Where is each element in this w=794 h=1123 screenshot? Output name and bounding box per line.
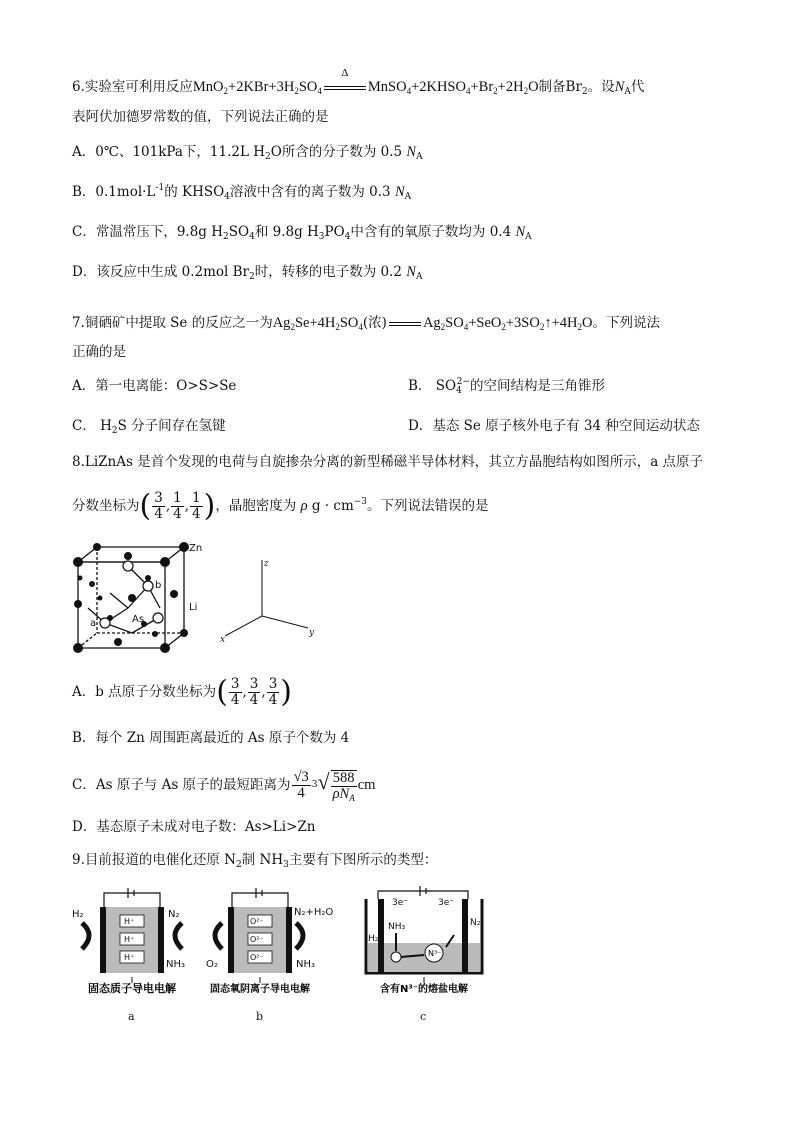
label-b: b — [155, 580, 162, 591]
q7-stem-line2: 正确的是 — [72, 344, 126, 360]
fig-a-h2: H₂ — [72, 909, 84, 920]
q9-stem: 9.目前报道的电催化还原 $N_2$制 $NH_3$主要有下图所示的类型： — [72, 852, 438, 870]
label-zn: Zn — [189, 543, 203, 554]
fig-c-n2: N₂ — [470, 918, 481, 928]
crystal-cell-figure — [70, 538, 330, 662]
q8-option-d: D．基态原子未成对电子数：As>Li>Zn — [72, 819, 316, 835]
q8-stem-line1: 8.LiZnAs 是首个发现的电荷与自旋掺杂分离的新型稀磁半导体材料，其立方晶胞结构如图所示，a 点原子 — [72, 454, 704, 470]
q7-option-c: C． $H_2S$ 分子间存在氢键 — [72, 418, 226, 436]
axis-y-label: y — [309, 628, 315, 638]
label-as: As — [132, 614, 145, 625]
q6-stem-line1: 6.实验室可利用反应$MnO_2+2KBr+3H_2SO_4$ Δ $MnSO_4+2KHSO_4+Br_2+2H_2O$制备$Br_2$。设$N_A$代 — [72, 67, 645, 97]
figure-a-proton-electrolysis — [72, 885, 192, 995]
q7-option-a: A．第一电离能：O>S>Se — [72, 378, 237, 394]
fig-b-nh3: NH₃ — [296, 959, 316, 970]
q6-option-c: C．常温常压下，9.8g $H_2SO_4$和 9.8g $H_3PO_4$中含有的氧原子数均为 0.4 $N_A$ — [72, 224, 532, 242]
fig-c-ion: N³⁻ — [428, 949, 442, 958]
svg-text:H⁺: H⁺ — [124, 935, 135, 944]
q8-option-c: C．As 原子与 As 原子的最短距离为 $\frac{√3}{4}$ $^3$√ $\frac{588}{\rho N_A}$ cm — [72, 769, 376, 803]
fig-a-nh3: NH₃ — [166, 959, 186, 970]
label-a: a — [90, 618, 97, 629]
fig-b-caption: 固态氧阴离子导电电解 — [210, 984, 310, 995]
fig-b-o2: O₂ — [206, 959, 218, 970]
axis-x-label: x — [220, 635, 226, 645]
fig-c-h2: H₂ — [368, 934, 379, 944]
fig-c-e2: 3e⁻ — [438, 898, 455, 908]
fig-b-n2-h2o: N₂+H₂O — [294, 907, 334, 918]
fig-a-n2: N₂ — [168, 909, 180, 920]
svg-text:H⁺: H⁺ — [124, 917, 135, 926]
fig-c-nh3: NH₃ — [388, 922, 406, 932]
q7-stem-line1: 7.铜硒矿中提取 Se 的反应之一为$Ag_2Se+4H_2SO_4$(浓) $Ag_2SO_4+SeO_2+3SO_2↑+4H_2O$。下列说法 — [72, 315, 660, 332]
svg-text:H⁺: H⁺ — [124, 953, 135, 962]
q8-option-a: A．b 点原子分数坐标为( $\frac{3}{4}$ , $\frac{3}{4}$ , $\frac{3}{4}$ ) — [72, 674, 292, 710]
fig-b-letter: b — [256, 1010, 264, 1023]
q8-option-b: B．每个 Zn 周围距离最近的 As 原子个数为 4 — [72, 730, 350, 746]
fig-c-caption: 含有N³⁻的熔盐电解 — [379, 984, 469, 995]
q7-option-d: D．基态 Se 原子核外电子有 34 种空间运动状态 — [408, 418, 700, 434]
q6-option-a: A．0℃、101kPa下，11.2L $H_2O$所含的分子数为 0.5 $N_A$ — [72, 144, 423, 162]
axis-z-label: z — [264, 559, 269, 569]
svg-text:O²⁻: O²⁻ — [250, 935, 264, 944]
q6-option-d: D．该反应中生成 0.2mol $Br_2$时，转移的电子数为 0.2 $N_A$ — [72, 264, 423, 282]
q6-stem-line2: 表阿伏加德罗常数的值，下列说法正确的是 — [72, 109, 329, 125]
svg-text:O²⁻: O²⁻ — [250, 917, 264, 926]
figure-c-molten-salt-electrolysis — [358, 885, 490, 995]
fig-c-letter: c — [420, 1010, 427, 1023]
q7-option-b: B． $SO_4^{2-}$的空间结构是三角锥形 — [408, 377, 606, 396]
fig-c-e1: 3e⁻ — [392, 898, 409, 908]
fig-a-caption: 固态质子导电电解 — [88, 982, 176, 995]
q8-stem-line2: 分数坐标为( $\frac{3}{4}$ , $\frac{1}{4}$ , $\frac{1}{4}$ )，晶胞密度为 ρ $g \cdot cm^{-3}$。下列说法错误的是 — [72, 488, 489, 524]
label-li: Li — [189, 602, 198, 613]
svg-text:O²⁻: O²⁻ — [250, 953, 264, 962]
figure-b-oxide-electrolysis — [200, 885, 340, 995]
q6-option-b: B．$0.1mol\cdot L^{-1}$的 $KHSO_4$溶液中含有的离子数为 0.3 $N_A$ — [72, 183, 412, 202]
fig-a-letter: a — [128, 1010, 135, 1023]
